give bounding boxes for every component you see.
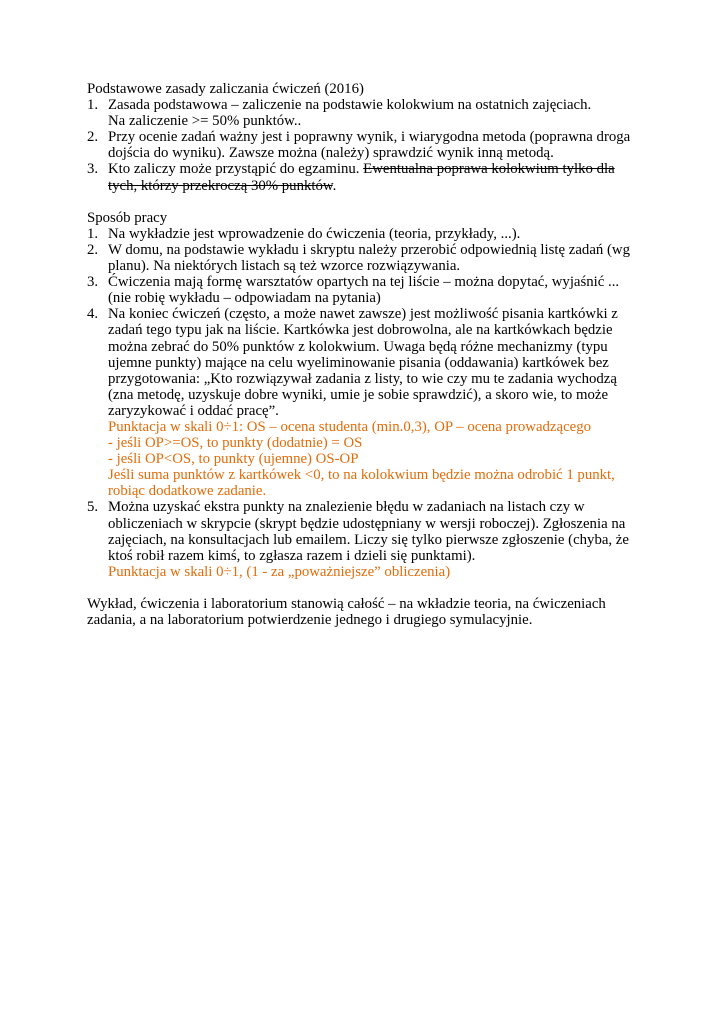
list-item: [87, 161, 647, 193]
section-heading-rules: Podstawowe zasady zaliczania ćwiczeń (2016): [87, 81, 364, 97]
paragraph-spacer: [87, 194, 647, 210]
list-number: 3.: [87, 274, 99, 291]
list-number: 3.: [87, 161, 99, 178]
list-item-text: obliczeniach w skrypcie (skrypt będzie udostępniany w wersji roboczej). Zgłoszenia na: [108, 515, 626, 532]
list-item-line: [108, 178, 647, 194]
list-item: [87, 226, 647, 242]
list-item-text: Na koniec ćwiczeń (często, a może nawet zawsze) jest możliwość pisania kartkówki z: [108, 306, 618, 323]
scoring-note: Punktacja w skali 0÷1, (1 - za „poważniejsze” obliczenia): [108, 563, 451, 580]
list-item-text: Można uzyskać ekstra punkty na znalezienie błędu w zadaniach na listach czy w: [108, 499, 585, 516]
list-item-text: można zebrać do 50% punktów z kolokwium. Uwaga będą różne mechanizmy (typu: [108, 338, 608, 355]
paragraph-spacer: [87, 580, 647, 596]
document-page: [87, 81, 647, 628]
scoring-note: robiąc dodatkowe zadanie.: [108, 483, 267, 500]
scoring-note: - jeśli OP<OS, to punkty (ujemne) OS-OP: [108, 451, 359, 468]
list-item-line: [108, 161, 647, 177]
list-item: [87, 274, 647, 306]
list-item-text: zaryzykować i oddać pracę”.: [108, 402, 279, 419]
list-number: 5.: [87, 499, 99, 516]
list-number: 1.: [87, 225, 99, 242]
list-item-text: .: [332, 177, 337, 194]
list-item-text: planu). Na niektórych listach są też wzorce rozwiązywania.: [108, 258, 461, 275]
closing-text: zadania, a na laboratorium potwierdzenie jednego i drugiego symulacyjnie.: [87, 612, 533, 629]
list-item-text: Przy ocenie zadań ważny jest i poprawny wynik, i wiarygodna metoda (poprawna droga: [108, 129, 631, 146]
closing-paragraph: [87, 596, 647, 628]
list-item-text: ktoś robił razem kimś, to zgłasza razem i dzieli się punktami).: [108, 547, 476, 564]
list-item: [87, 242, 647, 274]
list-item-text: zajęciach, na konsultacjach lub emailem. Liczy się tylko pierwsze zgłoszenie (chyba, że: [108, 531, 629, 548]
list-item-text: (zna metodę, uzyskuje dobre wyniki, umie je sobie sprawdzić), a skoro wie, to może: [108, 386, 609, 403]
scoring-note: Punktacja w skali 0÷1: OS – ocena studenta (min.0,3), OP – ocena prowadzącego: [108, 418, 592, 435]
list-item-text: Na wykładzie jest wprowadzenie do ćwiczenia (teoria, przykłady, ...).: [108, 225, 521, 242]
list-item-text: przygotowania: „Kto rozwiązywał zadania z listy, to wie czy mu te zadania wychodzą: [108, 370, 617, 387]
list-item: [87, 97, 647, 129]
list-item-text: ujemne punkty) mające na celu wyeliminowanie pisania (oddawania) kartkówek bez: [108, 354, 609, 371]
struck-text: tych, którzy przekroczą 30% punktów: [108, 177, 333, 194]
list-number: 1.: [87, 97, 99, 114]
list-item-text: dojścia do wyniku). Zawsze można (należy) sprawdzić wynik inną metodą.: [108, 145, 554, 162]
struck-text: Ewentualna poprawa kolokwium tylko dla: [363, 161, 615, 178]
list-item-text: Ćwiczenia mają formę warsztatów opartych na tej liście – można dopytać, wyjaśnić ...: [108, 274, 620, 291]
list-item: [87, 499, 647, 579]
rules-list: [87, 97, 647, 194]
work-method-list: [87, 226, 647, 580]
list-item: [87, 306, 647, 499]
list-number: 2.: [87, 129, 99, 146]
list-item-text: Zasada podstawowa – zaliczenie na podstawie kolokwium na ostatnich zajęciach.: [108, 97, 592, 114]
list-item-text: (nie robię wykładu – odpowiadam na pytania): [108, 290, 381, 307]
list-item: [87, 129, 647, 161]
list-item-text: Na zaliczenie >= 50% punktów..: [108, 113, 302, 130]
closing-text: Wykład, ćwiczenia i laboratorium stanowią całość – na wkładzie teoria, na ćwiczeniach: [87, 596, 606, 612]
scoring-note: Jeśli suma punktów z kartkówek <0, to na kolokwium będzie można odrobić 1 punkt,: [108, 467, 615, 484]
section-heading-work-method: Sposób pracy: [87, 209, 168, 226]
scoring-note: - jeśli OP>=OS, to punkty (dodatnie) = OS: [108, 435, 363, 452]
list-item-text: Kto zaliczy może przystąpić do egzaminu.: [108, 161, 364, 178]
list-item-text: W domu, na podstawie wykładu i skryptu należy przerobić odpowiednią listę zadań (wg: [108, 241, 630, 258]
list-number: 2.: [87, 241, 99, 258]
list-number: 4.: [87, 306, 99, 323]
list-item-text: zadań tego typu jak na liście. Kartkówka jest dobrowolna, ale na kartkówkach będzie: [108, 322, 613, 339]
